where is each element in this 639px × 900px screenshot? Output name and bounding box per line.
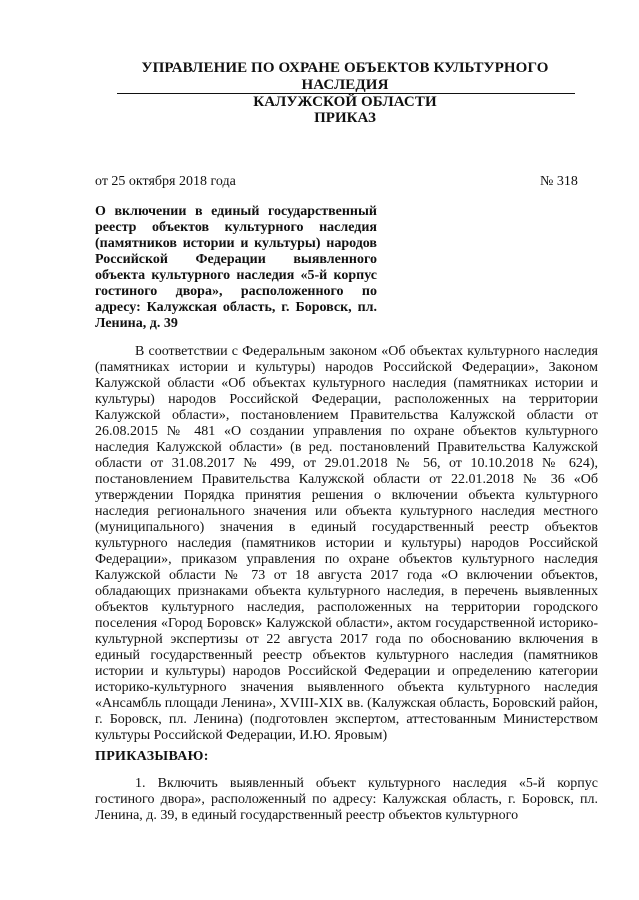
document-subject: О включении в единый государственный реестр объектов культурного наследия (памятников истории и культуры) народов Российской Федерации выявленного объекта культурного наследия «5-й корпус гостиного двора», расположенного по адресу: Калужская область, г. Боровск, пл. Ленина, д. 39 (95, 204, 377, 331)
document-number: № 318 (540, 174, 578, 189)
organization-name-line-2: КАЛУЖСКОЙ ОБЛАСТИ (253, 94, 437, 110)
document-type: ПРИКАЗ (314, 110, 376, 126)
order-directive: ПРИКАЗЫВАЮ: (95, 749, 209, 764)
document-date: от 25 октября 2018 года (95, 174, 236, 189)
organization-header (110, 60, 580, 111)
preamble-paragraph: В соответствии с Федеральным законом «Об объектах культурного наследия (памятниках истории и культуры) народов Российской Федерации», Законом Калужской области «Об объектах культурного наследия (памятниках истории и культуры) народов Российской Федерации, расположенных на территории Калужской области», постановлением Правительства Калужской области от 26.08.2015 № 481 «О создании управления по охране объектов культурного наследия Калужской области» (в ред. постановлений Правительства Калужской области от 31.08.2017 № 499, от 29.01.2018 № 56, от 10.10.2018 № 624), постановлением Правительства Калужской области от 22.01.2018 № 36 «Об утверждении Порядка принятия решения о включении объекта культурного наследия регионального значения или объекта культурного наследия местного (муниципального) значения в единый государственный реестр объектов культурного наследия (памятников истории и культуры) народов Российской Федерации», приказом управления по охране объектов культурного наследия Калужской области № 73 от 18 августа 2017 года «О включении объектов, обладающих признаками объекта культурного наследия, в перечень выявленных объектов культурного наследия, расположенных на территории городского поселения «Город Боровск» Калужской области», актом государственной историко-культурной экспертизы от 22 августа 2017 года по обоснованию включения в единый государственный реестр объектов культурного наследия (памятников истории и культуры) народов Российской Федерации и определению категории историко-культурного значения выявленного объекта культурного наследия «Ансамбль площади Ленина», XVIII-XIX вв. (Калужская область, Боровский район, г. Боровск, пл. Ленина) (подготовлен экспертом, аттестованным Министерством культуры Российской Федерации, И.Ю. Яровым) (95, 344, 598, 743)
header-underline (117, 93, 575, 94)
organization-name-line-1: УПРАВЛЕНИЕ ПО ОХРАНЕ ОБЪЕКТОВ КУЛЬТУРНОГО НАСЛЕДИЯ (141, 60, 549, 93)
order-item-1: 1. Включить выявленный объект культурного наследия «5-й корпус гостиного двора», расположенный по адресу: Калужская область, г. Боровск, пл. Ленина, д. 39, в единый государственный реестр объектов культурного (95, 776, 598, 823)
